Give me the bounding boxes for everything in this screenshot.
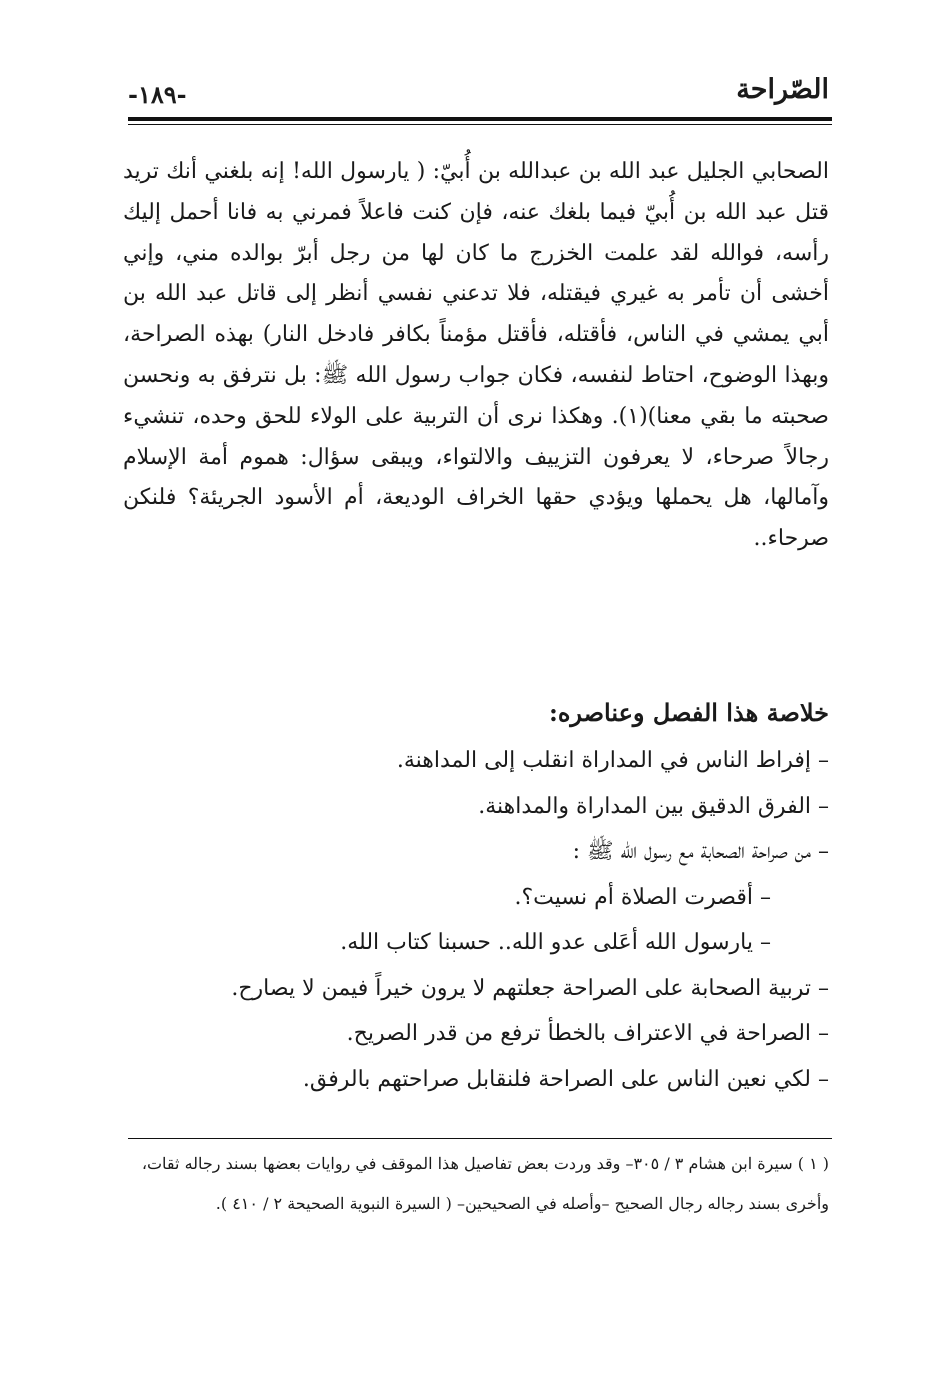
page-number: -١٨٩- xyxy=(128,80,187,109)
header-rule-thin xyxy=(128,124,832,125)
list-item: – إفراط الناس في المداراة انقلب إلى المداهنة. xyxy=(396,748,829,773)
summary-list xyxy=(123,738,829,1102)
list-item: – أقصرت الصلاة أم نسيت؟. xyxy=(514,884,771,910)
list-item: – يارسول الله أعَلى عدو الله.. حسبنا كتاب الله. xyxy=(340,930,771,955)
footnote: ( ١ ) سيرة ابن هشام ٣ / ٣٠٥– وقد وردت بعض تفاصيل هذا الموقف في روايات بعضها بسند رجاله ثقات، وأخرى بسند رجاله رجال الصحيح –وأصله في الصحيحين– ( السيرة النبوية الصحيحة ٢ / ٤١٠ ). xyxy=(141,1154,829,1213)
list-item: – لكي نعين الناس على الصراحة فلنقابل صراحتهم بالرفق. xyxy=(302,1066,829,1092)
running-title: الصّراحة xyxy=(736,74,829,105)
summary-heading: خلاصة هذا الفصل وعناصره: xyxy=(548,698,829,727)
list-item: – تربية الصحابة على الصراحة جعلتهم لا يرون خيراً فيمن لا يصارح. xyxy=(231,975,829,1001)
list-item: – من صراحة الصحابة مع رسول الله ﷺ : xyxy=(572,839,829,864)
list-item: – الفرق الدقيق بين المداراة والمداهنة. xyxy=(478,793,829,819)
header-rule-thick xyxy=(128,117,832,121)
body-paragraph: الصحابي الجليل عبد الله بن عبدالله بن أُبيّ: ( يارسول الله! إنه بلغني أنك تريد قتل عبد الله بن أُبيّ فيما بلغك عنه، فإن كنت فاعلاً فمرني به فانا أحمل إليك رأسه، فوالله لقد علمت الخزرج ما كان لها من رجل أبرّ بوالده مني، وإني أخشى أن تأمر به غيري فيقتله، فلا تدعني نفسي أنظر إلى قاتل عبد الله بن أبي يمشي في الناس، فأقتله، فأقتل مؤمناً بكافر فادخل النار) بهذه الصراحة، وبهذا الوضوح، احتاط لنفسه، فكان جواب رسول الله ﷺ: بل نترفق به ونحسن صحبته ما بقي معنا)(١). وهكذا نرى أن التربية على الولاء للحق وحده، تنشيء رجالاً صرحاء، لا يعرفون التزييف والالتواء، ويبقى سؤال: هموم أمة الإسلام وآمالها، هل يحملها ويؤدي حقها الخراف الوديعة، أم الأسود الجريئة؟ فلنكن صرحاء.. xyxy=(123,159,829,552)
footnote-rule xyxy=(128,1138,832,1139)
list-item: – الصراحة في الاعتراف بالخطأ ترفع من قدر الصريح. xyxy=(346,1021,829,1046)
